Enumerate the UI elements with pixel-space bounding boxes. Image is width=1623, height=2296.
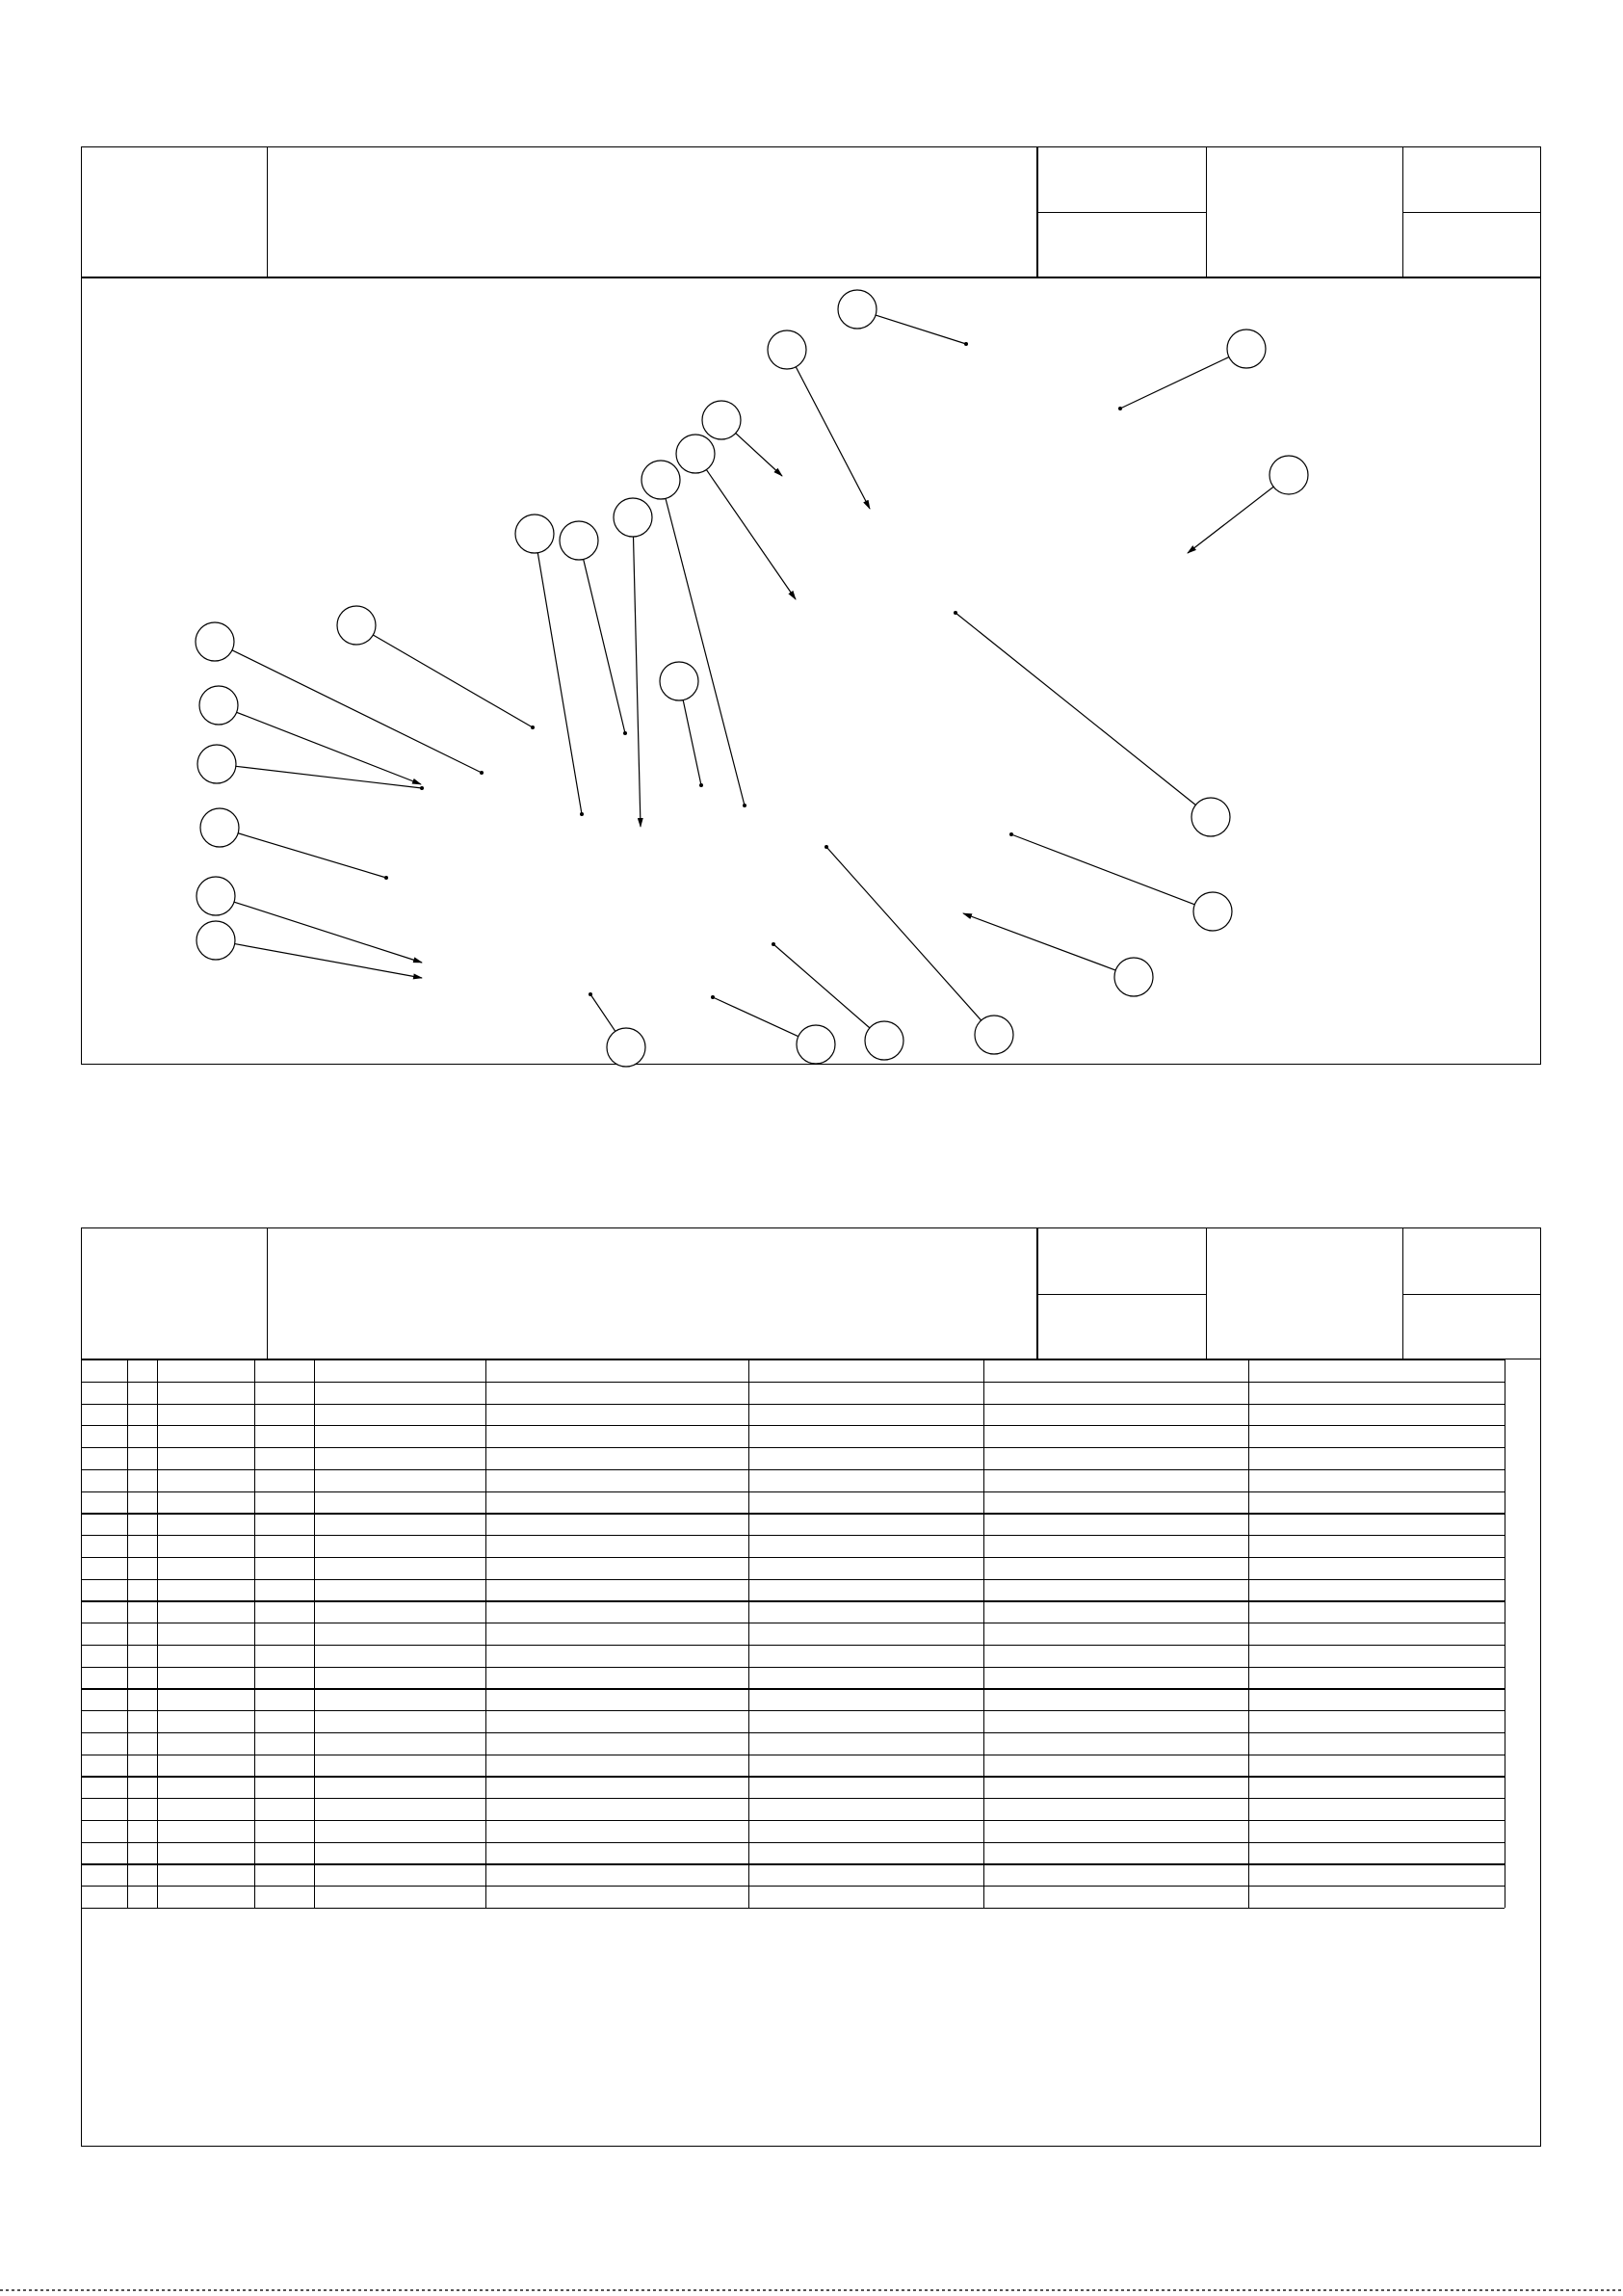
leader-dot [699, 783, 703, 787]
balloon-callout [768, 330, 870, 509]
table-row [81, 1755, 1505, 1777]
balloon-callout [660, 662, 703, 787]
balloon-circle [196, 921, 235, 960]
bottom-title-divider-3 [1206, 1227, 1207, 1359]
balloon-circle [1270, 456, 1308, 494]
leader-line [537, 553, 582, 814]
balloon-callout [515, 515, 584, 816]
balloon-circle [797, 1025, 835, 1064]
table-row [81, 1513, 1505, 1535]
parts-list-row-line [81, 1908, 1505, 1909]
balloon-circle [702, 401, 741, 439]
leader-line [234, 902, 422, 963]
balloon-circle [196, 877, 235, 915]
table-row [81, 1688, 1505, 1710]
table-row [81, 1820, 1505, 1842]
balloon-callout [825, 845, 1013, 1054]
leader-dot [531, 726, 535, 729]
balloon-callout [200, 808, 388, 880]
leader-line [666, 498, 745, 805]
table-row [81, 1579, 1505, 1601]
table-row [81, 1535, 1505, 1557]
leader-line [736, 434, 782, 476]
balloon-callout [711, 995, 835, 1064]
leader-line [876, 315, 966, 344]
bottom-title-divider-4 [1402, 1227, 1403, 1359]
bottom-title-divider-1 [267, 1227, 268, 1359]
table-row [81, 1382, 1505, 1404]
balloon-callout-layer [0, 0, 1623, 1069]
table-row [81, 1447, 1505, 1469]
balloon-circle [676, 435, 715, 473]
table-row [81, 1623, 1505, 1645]
sheet-edge-dashes [0, 2289, 1623, 2291]
table-row [81, 1645, 1505, 1667]
table-row [81, 1557, 1505, 1579]
leader-line [232, 650, 482, 773]
table-row [81, 1667, 1505, 1689]
leader-dot [623, 731, 627, 735]
balloon-callout [614, 498, 652, 827]
balloon-circle [838, 290, 877, 329]
leader-line [590, 994, 615, 1031]
leader-line [584, 559, 625, 733]
leader-line [1011, 834, 1194, 905]
table-row [81, 1842, 1505, 1864]
leader-line [796, 367, 870, 509]
leader-line [955, 613, 1195, 805]
leader-line [633, 537, 641, 827]
balloon-circle [560, 521, 598, 560]
balloon-circle [1114, 958, 1153, 996]
balloon-circle [865, 1021, 903, 1060]
table-row [81, 1886, 1505, 1908]
table-row [81, 1863, 1505, 1886]
table-row [81, 1776, 1505, 1798]
balloon-callout [772, 942, 903, 1060]
leader-dot [384, 876, 388, 880]
balloon-circle [337, 606, 376, 645]
balloon-circle [199, 686, 238, 725]
leader-line [236, 766, 422, 788]
leader-line [235, 944, 422, 978]
leader-line [706, 469, 796, 599]
balloon-circle [196, 622, 234, 661]
leader-line [237, 712, 421, 784]
leader-dot [420, 786, 424, 790]
balloon-callout [1188, 456, 1308, 553]
balloon-callout [337, 606, 535, 729]
leader-line [373, 635, 533, 727]
leader-dot [825, 845, 828, 849]
leader-dot [711, 995, 715, 999]
balloon-circle [660, 662, 698, 700]
balloon-circle [1193, 892, 1232, 931]
balloon-circle [200, 808, 239, 847]
leader-line [1188, 487, 1273, 553]
parts-list-table [81, 1359, 1505, 1908]
balloon-callout [196, 622, 484, 775]
table-row [81, 1491, 1505, 1514]
leader-dot [954, 611, 957, 615]
balloon-callout [702, 401, 782, 476]
leader-dot [1009, 832, 1013, 836]
table-row [81, 1732, 1505, 1755]
balloon-callout [196, 921, 422, 978]
balloon-circle [975, 1016, 1013, 1054]
balloon-callout [589, 992, 645, 1067]
leader-line [773, 944, 870, 1028]
balloon-circle [1191, 798, 1230, 836]
leader-line [963, 913, 1115, 970]
balloon-callout [560, 521, 627, 735]
leader-line [826, 847, 982, 1020]
balloon-callout [676, 435, 796, 599]
table-row [81, 1469, 1505, 1491]
leader-dot [589, 992, 592, 996]
leader-line [238, 833, 386, 878]
leader-line [683, 700, 701, 785]
balloon-circle [768, 330, 806, 369]
leader-dot [1118, 407, 1122, 410]
balloon-callout [197, 745, 424, 790]
balloon-callout [1009, 832, 1232, 931]
balloon-callout [954, 611, 1230, 836]
table-row [81, 1798, 1505, 1820]
leader-line [1120, 357, 1229, 409]
balloon-circle [607, 1028, 645, 1067]
balloon-circle [515, 515, 554, 553]
leader-line [713, 997, 798, 1037]
leader-dot [743, 804, 746, 807]
leader-dot [964, 342, 968, 346]
balloon-callout [641, 461, 746, 807]
balloon-circle [197, 745, 236, 783]
bottom-title-split-b [1402, 1294, 1541, 1295]
balloon-circle [614, 498, 652, 537]
table-row [81, 1404, 1505, 1426]
leader-dot [480, 771, 484, 775]
table-row [81, 1425, 1505, 1447]
balloon-callout [838, 290, 968, 346]
leader-dot [772, 942, 775, 946]
table-row [81, 1600, 1505, 1623]
table-row [81, 1359, 1505, 1382]
bottom-title-divider-2 [1036, 1227, 1038, 1359]
balloon-circle [641, 461, 680, 499]
table-row [81, 1710, 1505, 1732]
bottom-title-split-a [1037, 1294, 1206, 1295]
balloon-callout [1118, 330, 1266, 410]
balloon-circle [1227, 330, 1266, 368]
leader-dot [580, 812, 584, 816]
balloon-callout [963, 913, 1153, 996]
